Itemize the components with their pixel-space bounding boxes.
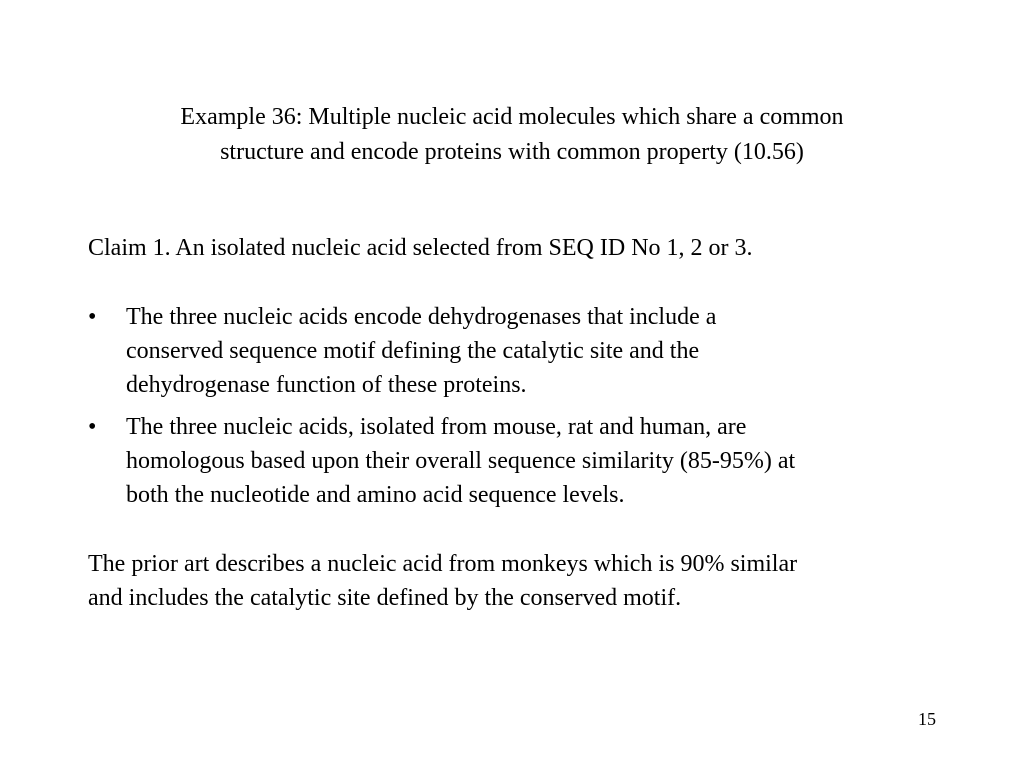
prior-art-text bbox=[88, 547, 948, 615]
page-number: 15 bbox=[918, 709, 936, 729]
bullet-line: conserved sequence motif defining the catalytic site and the bbox=[126, 338, 700, 364]
claim-text: Claim 1. An isolated nucleic acid selected from SEQ ID No 1, 2 or 3. bbox=[88, 235, 753, 261]
slide-title bbox=[90, 100, 934, 170]
bullet-item bbox=[88, 300, 948, 402]
bullet-line: The three nucleic acids, isolated from mouse, rat and human, are bbox=[126, 414, 747, 440]
prior-art-line: The prior art describes a nucleic acid from monkeys which is 90% similar bbox=[88, 551, 798, 577]
slide-body bbox=[88, 231, 948, 615]
bullet-line: The three nucleic acids encode dehydrogenases that include a bbox=[126, 304, 717, 330]
title-line: structure and encode proteins with common property (10.56) bbox=[220, 139, 804, 165]
prior-art-line: and includes the catalytic site defined by the conserved motif. bbox=[88, 585, 682, 611]
bullet-line: dehydrogenase function of these proteins. bbox=[126, 372, 527, 398]
bullet-icon: • bbox=[88, 304, 97, 330]
bullet-item bbox=[88, 410, 948, 512]
bullet-line: both the nucleotide and amino acid sequence levels. bbox=[126, 482, 625, 508]
bullet-list bbox=[88, 300, 948, 512]
bullet-icon: • bbox=[88, 414, 97, 440]
bullet-line: homologous based upon their overall sequence similarity (85-95%) at bbox=[126, 448, 796, 474]
title-line: Example 36: Multiple nucleic acid molecules which share a common bbox=[180, 104, 844, 130]
